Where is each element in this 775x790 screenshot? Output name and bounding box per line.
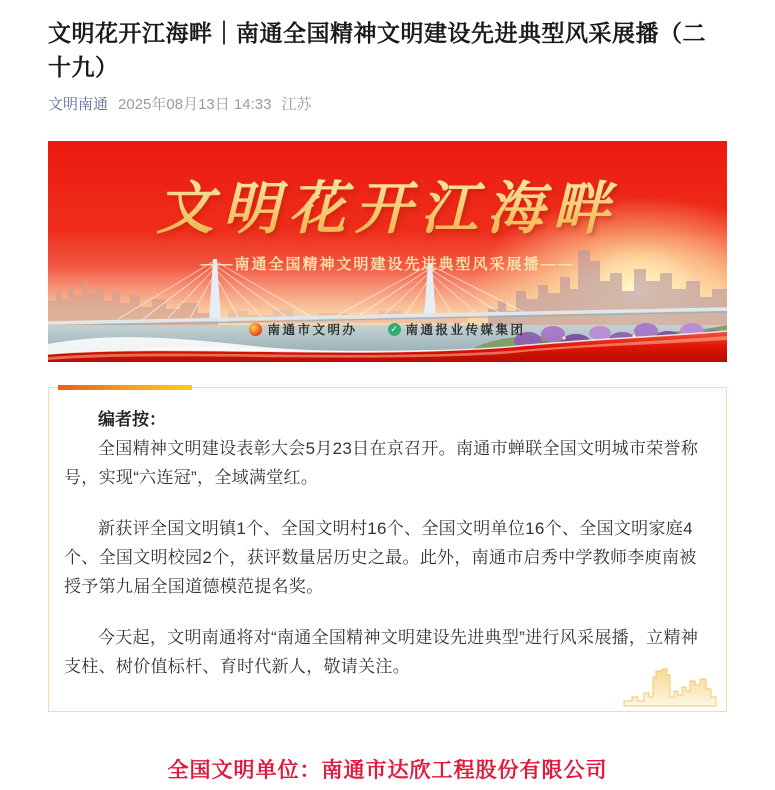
- editor-note-heading: 编者按：: [98, 410, 166, 429]
- article-page: [0, 16, 775, 784]
- editor-note-paragraph: 新获评全国文明镇1个、全国文明村16个、全国文明单位16个、全国文明家庭4个、全国文明校园2个，获评数量居历史之最。此外，南通市启秀中学教师李庾南被授予第九届全国道德模范提名奖。: [64, 519, 697, 596]
- city-skyline-watermark: [622, 663, 718, 707]
- banner-image[interactable]: [48, 141, 727, 362]
- accent-bar: [58, 385, 192, 390]
- article-title: 文明花开江海畔｜南通全国精神文明建设先进典型风采展播（二十九）: [48, 20, 706, 80]
- byline: [48, 93, 727, 114]
- publish-region: 江苏: [281, 96, 312, 113]
- banner-logo-label: 南通报业传媒集团: [405, 323, 526, 337]
- editor-note-paragraph: 今天起，文明南通将对“南通全国精神文明建设先进典型”进行风采展播，立精神支柱、树价值标杆、育时代新人，敬请关注。: [64, 628, 699, 676]
- publish-time: 2025年08月13日 14:33: [118, 96, 272, 113]
- company-highlight: 全国文明单位：南通市达欣工程股份有限公司: [167, 759, 608, 782]
- banner-logo-label: 南通市文明办: [267, 323, 358, 337]
- banner-subtitle: ——南通全国精神文明建设先进典型风采展播——: [200, 256, 575, 273]
- editor-note-box: [48, 387, 727, 712]
- media-group-badge-icon: ✓: [388, 323, 401, 336]
- banner-artwork: [48, 141, 727, 362]
- account-link[interactable]: 文明南通: [48, 96, 109, 113]
- editor-note-paragraph: 全国精神文明建设表彰大会5月23日在京召开。南通市蝉联全国文明城市荣誉称号，实现“六连冠”，全域满堂红。: [64, 439, 699, 487]
